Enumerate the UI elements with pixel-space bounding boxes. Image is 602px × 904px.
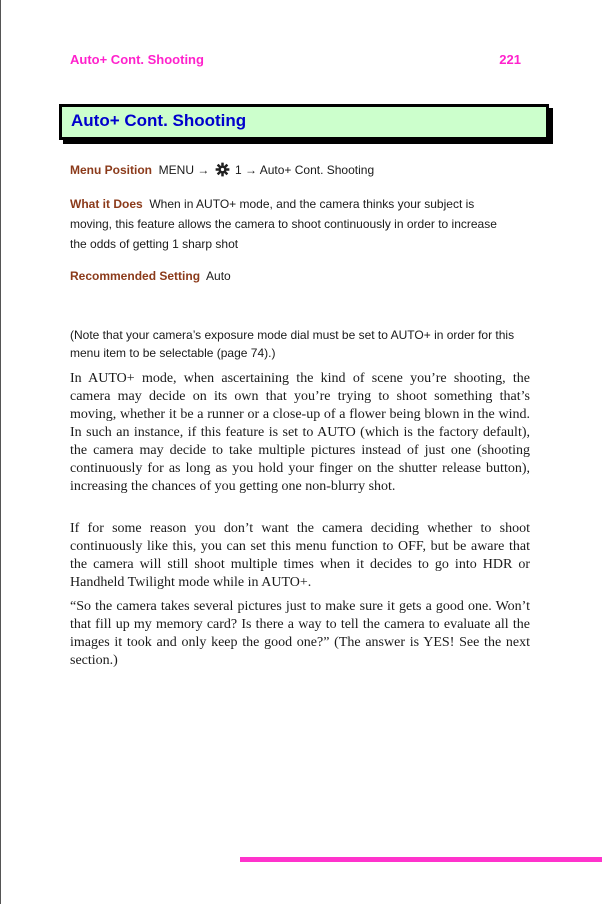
menu-path-prefix: MENU → <box>158 163 210 177</box>
what-it-does-label: What it Does <box>70 197 143 211</box>
section-title-box <box>59 104 549 140</box>
page-left-edge <box>0 0 1 904</box>
what-it-does-text: When in AUTO+ mode, and the camera thinks your subject is moving, this feature allows the camera to shoot continuously in order to increase the odds of getting 1 sharp shot <box>70 197 497 251</box>
what-it-does <box>70 194 510 254</box>
recommended-setting-value: Auto <box>206 269 231 283</box>
footer-bar <box>240 857 602 862</box>
selectability-note: (Note that your camera’s exposure mode dial must be set to AUTO+ in order for this menu item to be selectable (page 74).) <box>70 328 515 360</box>
recommended-setting-line <box>70 266 231 286</box>
menu-position-line <box>70 160 374 183</box>
running-header <box>70 52 521 70</box>
running-title: Auto+ Cont. Shooting <box>70 52 204 67</box>
menu-position-label: Menu Position <box>70 163 152 177</box>
recommended-setting-label: Recommended Setting <box>70 269 201 283</box>
body-paragraph: “So the camera takes several pictures just to make sure it gets a good one. Won’t that fill up my memory card? Is there a way to tell the camera to evaluate all the images it took and only keep the good one?” (The answer is YES! See the next section.) <box>70 599 530 668</box>
body-paragraph: If for some reason you don’t want the camera deciding whether to shoot continuously like this, you can set this menu function to OFF, but be aware that the camera will still shoot multiple times when it decides to go into HDR or Handheld Twilight mode while in AUTO+. <box>70 521 530 590</box>
gear-icon <box>215 162 230 183</box>
section-title: Auto+ Cont. Shooting <box>71 111 247 130</box>
body-paragraph: In AUTO+ mode, when ascertaining the kind of scene you’re shooting, the camera may decide on its own that you’re trying to shoot something that’s moving, whether it be a runner or a close-up of a flower being blown in the wind. In such an instance, if this feature is set to AUTO (which is the factory default), the camera may decide to take multiple pictures instead of just one (shooting continuously for as long as you hold your finger on the shutter release button), increasing the chances of you getting one non-blurry shot. <box>70 371 530 494</box>
menu-path-suffix: 1 → Auto+ Cont. Shooting <box>235 163 375 177</box>
page-number: 221 <box>499 52 521 67</box>
